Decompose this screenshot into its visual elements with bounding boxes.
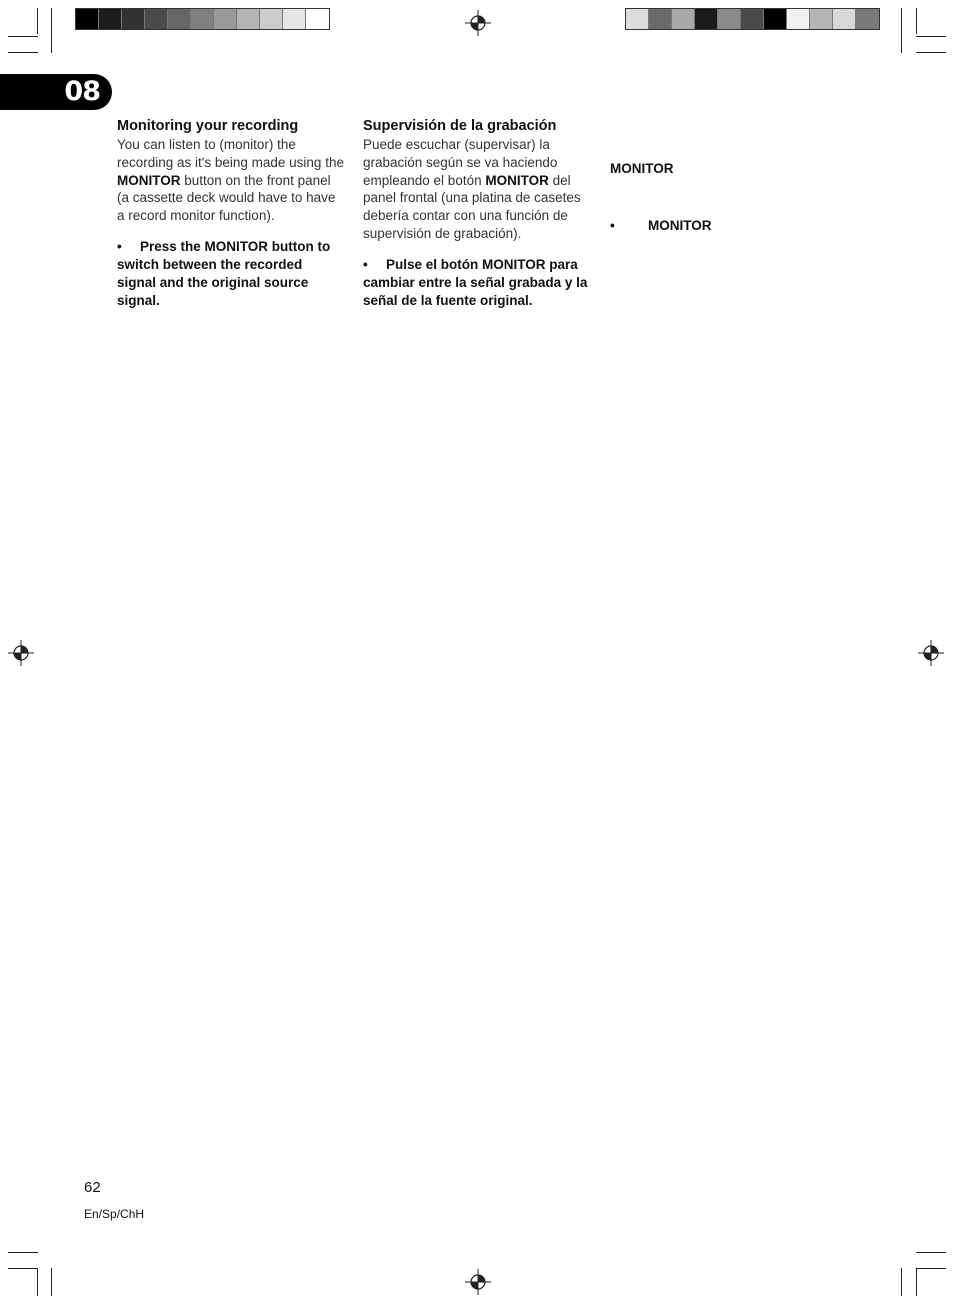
section-paragraph: You can listen to (monitor) the recording as it's being made using the MONITOR button on the front panel (a cassette deck would have to have a record monitor function).: [117, 137, 344, 224]
spanish-column: [363, 116, 591, 310]
crop-mark: [901, 1268, 902, 1296]
color-swatch: [787, 9, 810, 29]
registration-mark-icon: [465, 1269, 491, 1295]
monitor-term: MONITOR: [485, 172, 549, 188]
crop-mark: [8, 1268, 38, 1269]
color-swatch: [856, 9, 879, 29]
section-heading: Monitoring your recording: [117, 118, 299, 134]
color-swatch: [237, 9, 260, 29]
crop-mark: [8, 36, 38, 37]
monitor-label: MONITOR: [648, 218, 712, 233]
crop-mark: [51, 8, 52, 53]
crop-mark: [916, 1252, 946, 1253]
instruction-bullet: • Pulse el botón MONITOR para cambiar entre la señal grabada y la señal de la fuente original.: [363, 256, 588, 308]
crop-mark: [37, 1268, 38, 1296]
color-bar-right: [625, 8, 880, 30]
color-swatch: [672, 9, 695, 29]
section-paragraph: Puede escuchar (supervisar) la grabación según se va haciendo empleando el botón MONITOR del panel frontal (una platina de casetes debería contar con una función de supervisión de grabación).: [363, 137, 581, 241]
color-swatch: [260, 9, 283, 29]
registration-mark-icon: [465, 10, 491, 36]
chinese-bullet-mark: •: [610, 218, 615, 233]
color-swatch: [718, 9, 741, 29]
page-number: 62: [84, 1179, 101, 1196]
crop-mark: [916, 52, 946, 53]
color-swatch: [833, 9, 856, 29]
color-swatch: [306, 9, 329, 29]
color-swatch: [191, 9, 214, 29]
chapter-tab: [0, 74, 112, 110]
english-column: [117, 116, 345, 310]
crop-mark: [916, 1268, 917, 1296]
registration-mark-icon: [918, 640, 944, 666]
registration-mark-icon: [8, 640, 34, 666]
color-swatch: [99, 9, 122, 29]
monitor-label: MONITOR: [610, 161, 674, 176]
chapter-number: 08: [64, 76, 100, 107]
crop-mark: [8, 1252, 38, 1253]
color-bar-left: [75, 8, 330, 30]
crop-mark: [916, 36, 946, 37]
color-swatch: [764, 9, 787, 29]
crop-mark: [901, 8, 902, 53]
color-swatch: [283, 9, 306, 29]
color-swatch: [168, 9, 191, 29]
section-heading: Supervisión de la grabación: [363, 118, 557, 134]
color-swatch: [122, 9, 145, 29]
monitor-term: MONITOR: [117, 172, 181, 188]
color-swatch: [76, 9, 99, 29]
color-swatch: [741, 9, 764, 29]
crop-mark: [51, 1268, 52, 1296]
color-swatch: [626, 9, 649, 29]
crop-mark: [916, 1268, 946, 1269]
color-swatch: [649, 9, 672, 29]
language-code: En/Sp/ChH: [84, 1207, 145, 1221]
color-swatch: [695, 9, 718, 29]
crop-mark: [37, 8, 38, 34]
crop-mark: [916, 8, 917, 34]
color-swatch: [810, 9, 833, 29]
color-swatch: [214, 9, 237, 29]
crop-mark: [8, 52, 38, 53]
color-swatch: [145, 9, 168, 29]
instruction-bullet: • Press the MONITOR button to switch between the recorded signal and the original source signal.: [117, 238, 331, 308]
